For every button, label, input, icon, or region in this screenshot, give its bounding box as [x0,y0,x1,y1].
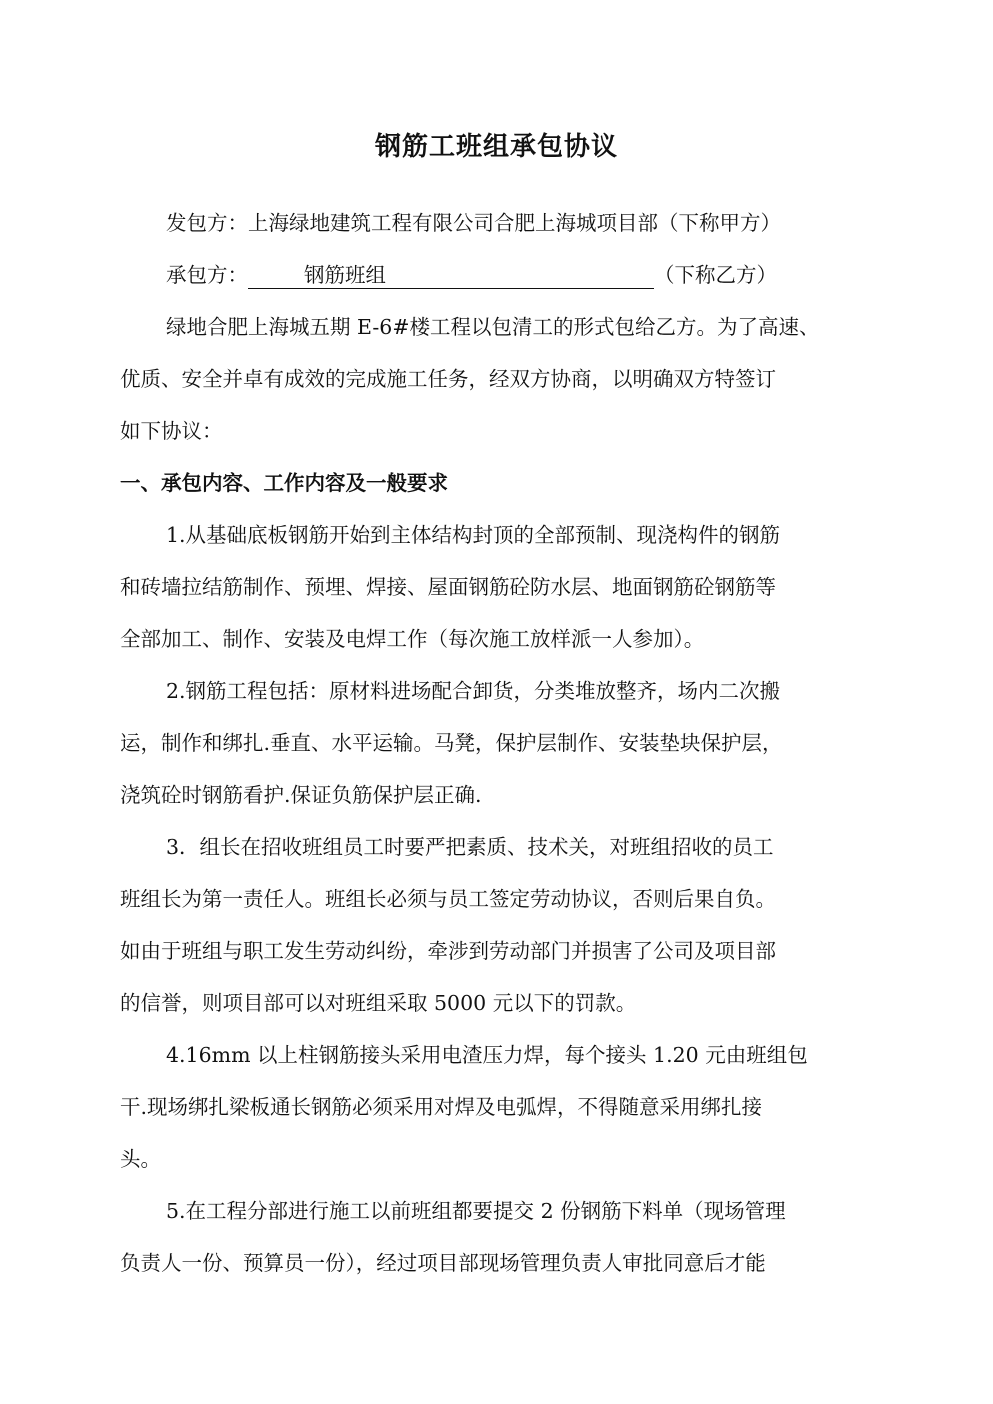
item-1-line-3: 全部加工、制作、安装及电焊工作（每次施工放样派一人参加）。 [120,627,705,651]
document-title: 钢筋工班组承包协议 [374,132,618,162]
party-b-line [166,260,777,290]
item-1-line-1: 1.从基础底板钢筋开始到主体结构封顶的全部预制、现浇构件的钢筋 [166,523,781,547]
item-3-line-4: 的信誉，则项目部可以对班组采取 5000 元以下的罚款。 [120,991,637,1015]
item-2-line-3: 浇筑砼时钢筋看护.保证负筋保护层正确. [120,783,482,807]
item-3-line-1: 3．组长在招收班组员工时要严把素质、技术关，对班组招收的员工 [166,835,774,859]
item-4-line-1: 4.16mm 以上柱钢筋接头采用电渣压力焊，每个接头 1.20 元由班组包 [166,1043,808,1067]
section-1-heading: 一、承包内容、工作内容及一般要求 [120,471,448,495]
party-a-line: 发包方：上海绿地建筑工程有限公司合肥上海城项目部（下称甲方） [166,211,781,235]
item-2-line-2: 运，制作和绑扎.垂直、水平运输。马凳，保护层制作、安装垫块保护层， [120,731,783,755]
party-b-name-field: 钢筋班组 [248,262,654,289]
intro-line-3: 如下协议： [120,419,223,443]
item-1-line-2: 和砖墙拉结筋制作、预埋、焊接、屋面钢筋砼防水层、地面钢筋砼钢筋等 [120,575,776,599]
item-5-line-1: 5.在工程分部进行施工以前班组都要提交 2 份钢筋下料单（现场管理 [166,1199,786,1223]
item-5-line-2: 负责人一份、预算员一份），经过项目部现场管理负责人审批同意后才能 [120,1251,766,1275]
party-b-suffix: （下称乙方） [654,263,777,287]
intro-line-2: 优质、安全并卓有成效的完成施工任务，经双方协商，以明确双方特签订 [120,367,776,391]
item-4-line-2: 干.现场绑扎梁板通长钢筋必须采用对焊及电弧焊，不得随意采用绑扎接 [120,1095,763,1119]
item-4-line-3: 头。 [120,1147,161,1171]
item-3-line-2: 班组长为第一责任人。班组长必须与员工签定劳动协议，否则后果自负。 [120,887,776,911]
intro-line-1: 绿地合肥上海城五期 E-6#楼工程以包清工的形式包给乙方。为了高速、 [166,315,820,339]
party-b-prefix: 承包方： [166,263,248,287]
item-2-line-1: 2.钢筋工程包括：原材料进场配合卸货，分类堆放整齐，场内二次搬 [166,679,781,703]
item-3-line-3: 如由于班组与职工发生劳动纠纷，牵涉到劳动部门并损害了公司及项目部 [120,939,776,963]
